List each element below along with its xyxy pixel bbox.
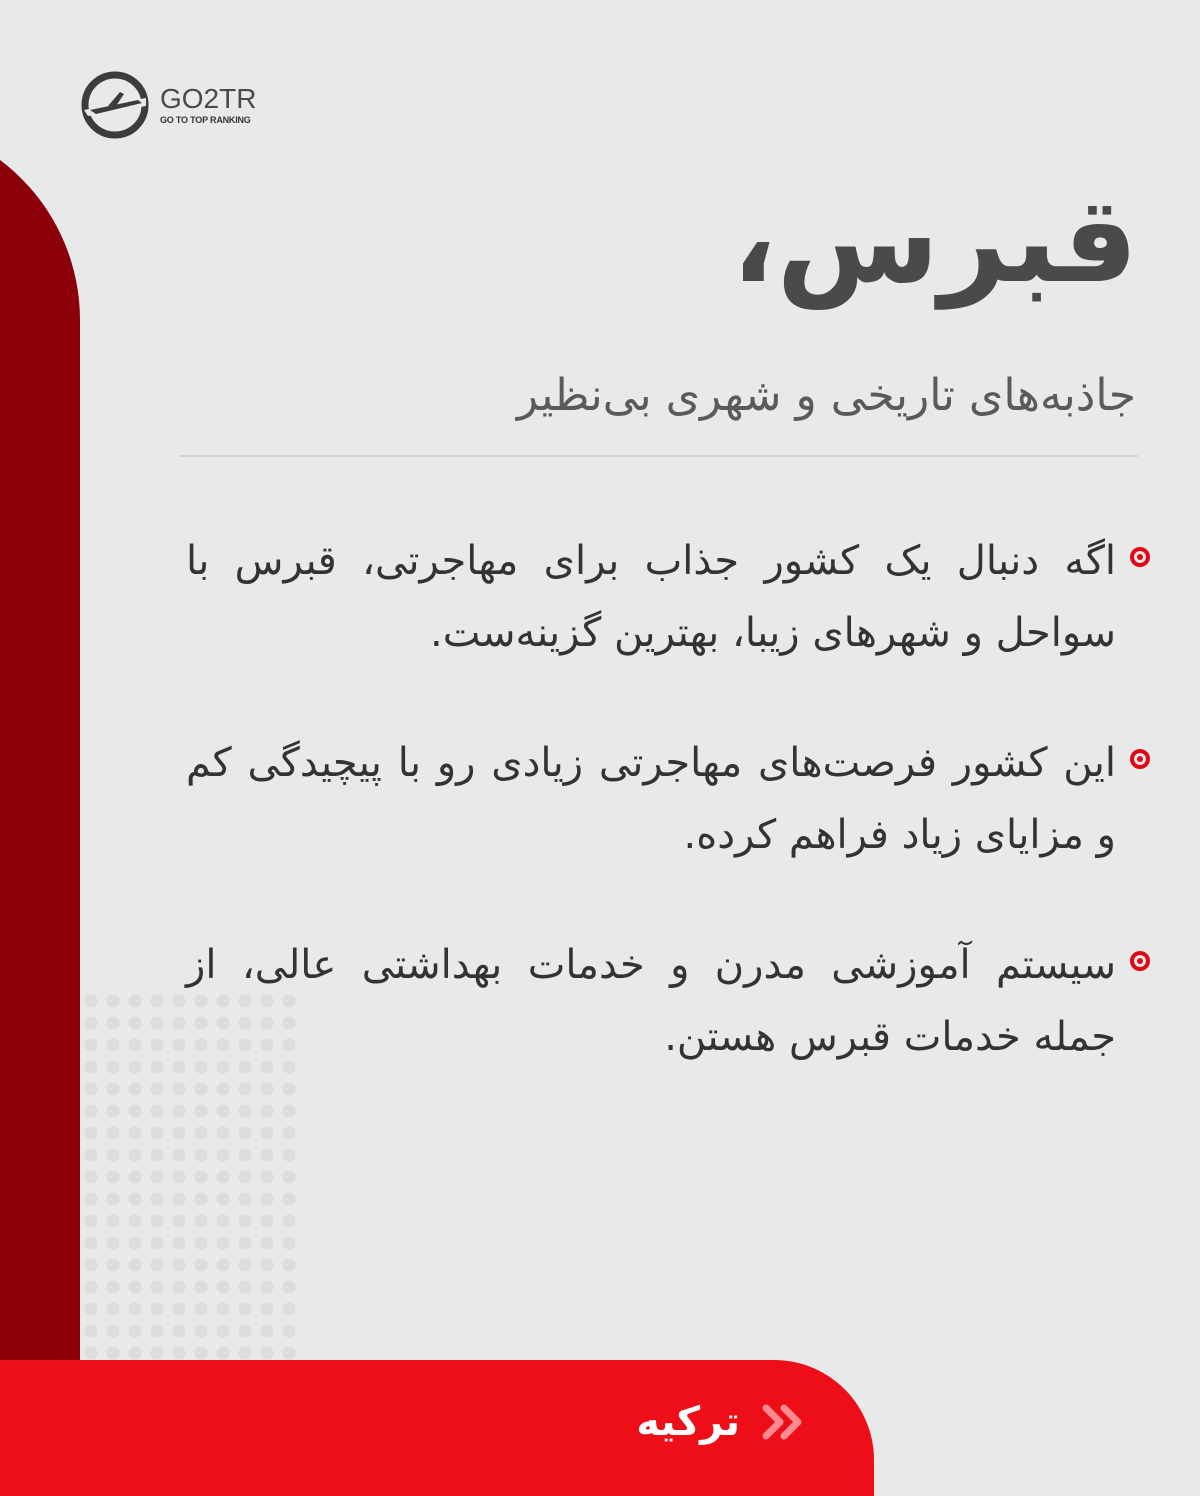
brand-name: GO2TR bbox=[160, 83, 257, 114]
footer-banner bbox=[0, 1360, 874, 1496]
footer-link[interactable] bbox=[636, 1399, 808, 1445]
page-title: قبرس، bbox=[731, 171, 1138, 309]
list-item bbox=[180, 727, 1150, 871]
bullet-text: سیستم آموزشی مدرن و خدمات بهداشتی عالی، از جمله خدمات قبرس هستن. bbox=[186, 942, 1116, 1060]
bullet-text: این کشور فرصت‌های مهاجرتی زیادی رو با پیچیدگی کم و مزایای زیاد فراهم کرده. bbox=[186, 740, 1116, 858]
list-item bbox=[180, 525, 1150, 669]
divider bbox=[180, 455, 1138, 457]
decorative-red-band bbox=[0, 120, 80, 1496]
brand-logo bbox=[80, 70, 256, 140]
page-subtitle: جاذبه‌های تاریخی و شهری بی‌نظیر bbox=[516, 370, 1136, 421]
target-dot-icon bbox=[1130, 749, 1150, 769]
bullet-list bbox=[180, 525, 1150, 1131]
target-dot-icon bbox=[1130, 951, 1150, 971]
plane-globe-icon bbox=[80, 70, 150, 140]
double-chevron-icon bbox=[758, 1402, 808, 1442]
bullet-text: اگه دنبال یک کشور جذاب برای مهاجرتی، قبرس با سواحل و شهرهای زیبا، بهترین گزینه‌ست. bbox=[186, 538, 1116, 656]
footer-label: ترکیه bbox=[636, 1399, 740, 1445]
brand-tagline: GO TO TOP RANKING bbox=[160, 115, 251, 125]
target-dot-icon bbox=[1130, 547, 1150, 567]
list-item bbox=[180, 929, 1150, 1073]
